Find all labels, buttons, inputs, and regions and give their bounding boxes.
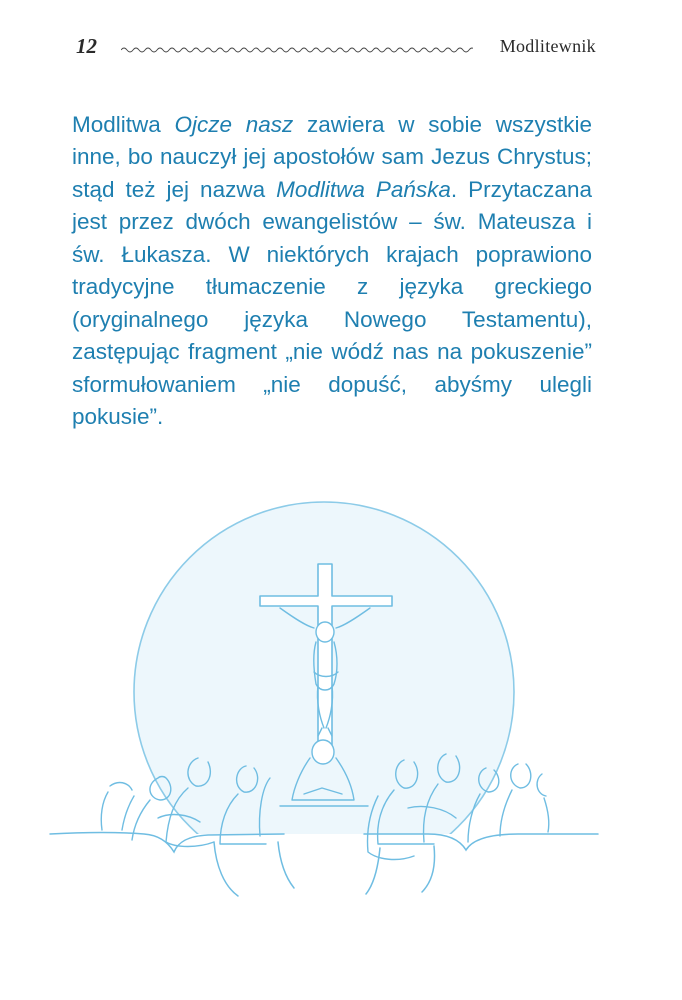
text-segment: Modlitwa [72,111,175,137]
body-paragraph [72,109,592,434]
prayer-name-italic: Modlitwa Pańska [276,176,451,202]
crucifixion-illustration [48,496,600,916]
page-header [76,30,596,66]
running-title: Modlitewnik [499,36,596,56]
ground-line [50,833,598,897]
decorative-wave-rule [121,44,473,56]
page-number: 12 [76,34,97,58]
text-segment: zawiera w sobie wszystkie inne, bo nauczył jej apostołów sam Jezus Chrystus; stąd też jej nazwa [72,111,592,202]
text-segment: . Przytaczana jest przez dwóch ewangelistów – św. Mateusza i św. Łukasza. W niektórych krajach poprawiono tradycyjne tłumaczenie z języka greckiego (oryginalnego języka Nowego Testamentu), zastępując fragment „nie wódź nas na pokuszenie” sformułowaniem „nie dopuść, abyśmy ulegli pokusie”. [72,176,592,429]
prayer-title-italic: Ojcze nasz [174,111,294,137]
